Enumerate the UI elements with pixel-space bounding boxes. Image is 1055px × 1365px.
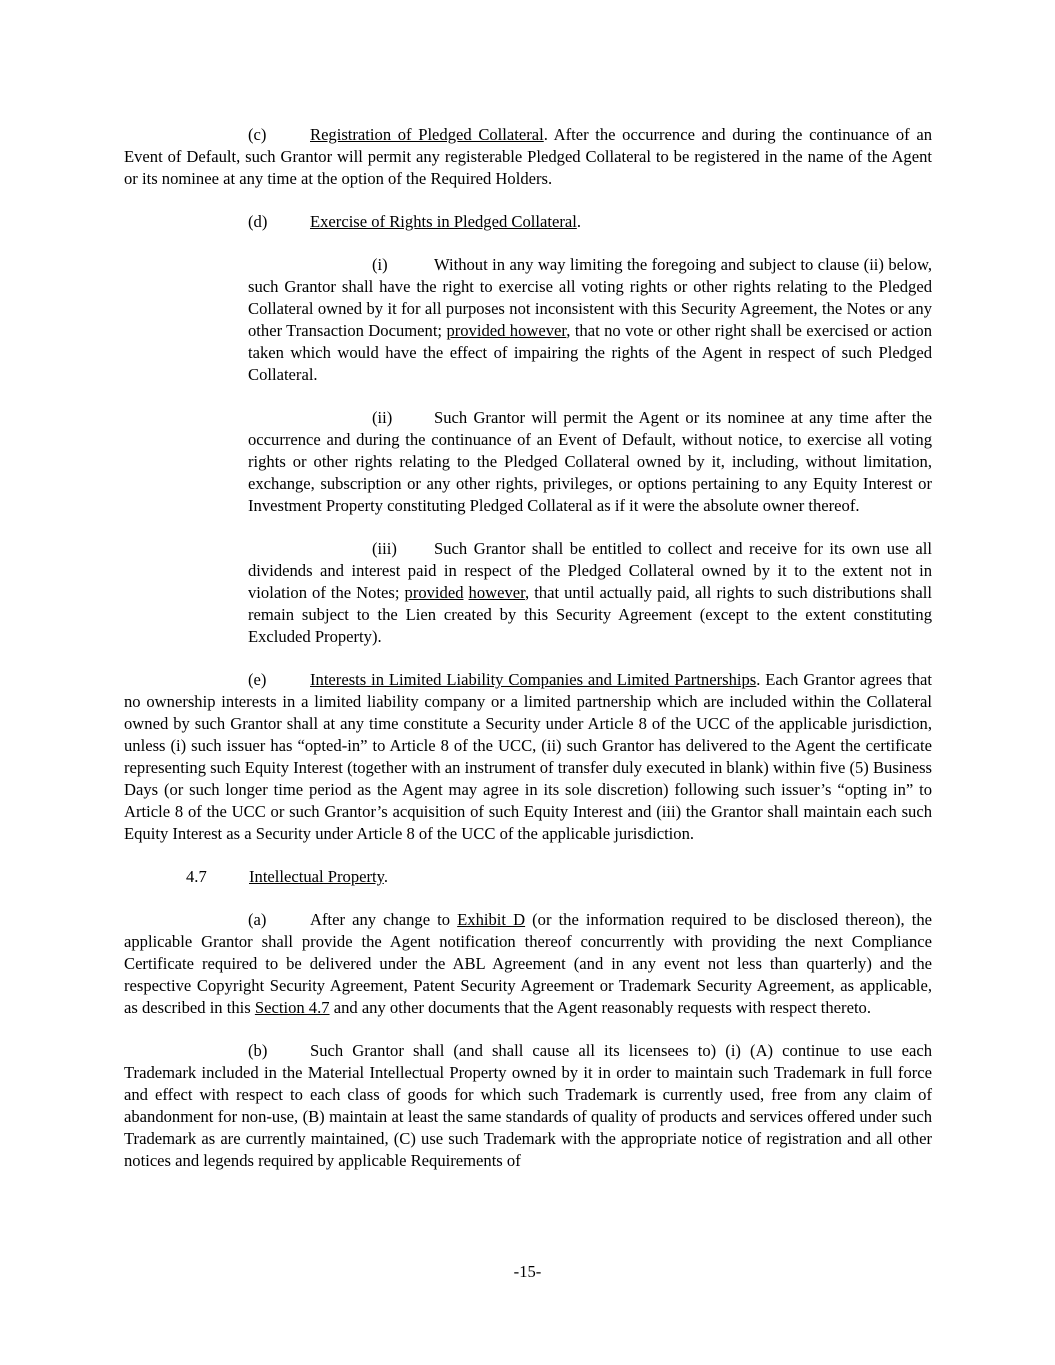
page-number: -15- xyxy=(513,1262,542,1281)
paragraph-d-iii-text-b: , that until actually paid, all rights to such distributions shall remain subject to the Lien created by this Security Agreement (except to the extent constituting Excluded Property). xyxy=(248,583,932,646)
clause-label-d-i: (i) xyxy=(372,255,388,274)
document-page xyxy=(124,124,932,1172)
paragraph-c-text: . After the occurrence and during the continuance of an Event of Default, such Grantor will permit any registerable Pledged Collateral to be registered in the name of the Agent or its nominee at any time at the option of the Required Holders. xyxy=(124,125,932,188)
paragraph-4-7-a-text-c: and any other documents that the Agent reasonably requests with respect thereto. xyxy=(329,998,871,1017)
clause-label-d-ii: (ii) xyxy=(372,408,393,427)
paragraph-d-ii xyxy=(248,407,932,517)
heading-interests-in-llc: Interests in Limited Liability Companies and Limited Partnerships xyxy=(310,670,757,689)
exhibit-d-reference: Exhibit D xyxy=(457,910,526,929)
paragraph-d-iii xyxy=(248,538,932,648)
section-4-7-reference: Section 4.7 xyxy=(254,998,330,1017)
paragraph-4-7-b xyxy=(124,1040,932,1172)
paragraph-c xyxy=(124,124,932,190)
paragraph-d-i xyxy=(248,254,932,386)
paragraph-4-7-a xyxy=(124,909,932,1019)
section-4-7-heading xyxy=(124,866,932,888)
clause-label-4-7-b: (b) xyxy=(248,1041,268,1060)
paragraph-d-i-text-a: Without in any way limiting the foregoing and subject to clause (ii) below, such Grantor shall have the right to exercise all voting rights or other rights relating to the Pledged Collateral owned by it for all purposes not inconsistent with this Security Agreement, the Notes or any other Transaction Document; xyxy=(248,255,932,340)
provided-however-term: provided however xyxy=(446,321,567,340)
clause-label-d-iii: (iii) xyxy=(372,539,397,558)
paragraph-d-iii-text-a: Such Grantor shall be entitled to collect and receive for its own use all dividends and interest paid in respect of the Pledged Collateral owned by it to the extent not in violation of the Notes; xyxy=(248,539,932,602)
paragraph-d-ii-text: Such Grantor will permit the Agent or its nominee at any time after the occurrence and during the continuance of an Event of Default, without notice, to exercise all voting rights or other rights relating to the Pledged Collateral owned by it, including, without limitation, exchange, subscription or any other rights, privileges, or options pertaining to any Equity Interest or Investment Property constituting Pledged Collateral as if it were the absolute owner thereof. xyxy=(248,408,932,515)
provided-term: provided xyxy=(404,583,464,602)
heading-exercise-of-rights: Exercise of Rights in Pledged Collateral xyxy=(310,212,577,231)
paragraph-e-text: . Each Grantor agrees that no ownership interests in a limited liability company or a limited partnership which are included within the Collateral owned by such Grantor shall at any time constitute a Security under Article 8 of the UCC of the applicable jurisdiction, unless (i) such issuer has “opted-in” to Article 8 of the UCC, (ii) such Grantor has delivered to the Agent the certificate representing such Equity Interest (together with an instrument of transfer duly executed in blank) within five (5) Business Days (or such longer time period as the Agent may agree in its sole discretion) following such issuer’s “opting in” to Article 8 of the UCC or such Grantor’s acquisition of such Equity Interest and (iii) the Grantor shall maintain each such Equity Interest as a Security under Article 8 of the UCC of the applicable jurisdiction. xyxy=(124,670,932,843)
paragraph-4-7-a-text-b: (or the information required to be disclosed thereon), the applicable Grantor shall provide the Agent notification thereof concurrently with providing the next Compliance Certificate required to be delivered under the ABL Agreement (and in any event not less than quarterly) and the respective Copyright Security Agreement, Patent Security Agreement or Trademark Security Agreement, as applicable, as described in this xyxy=(124,910,932,1017)
clause-label-c: (c) xyxy=(248,125,267,144)
section-heading-period: . xyxy=(383,867,389,886)
clause-label-4-7-a: (a) xyxy=(248,910,267,929)
paragraph-4-7-a-text-a: After any change to xyxy=(310,910,458,929)
paragraph-4-7-b-text: Such Grantor shall (and shall cause all its licensees to) (i) (A) continue to use each Trademark included in the Material Intellectual Property owned by it in order to maintain such Trademark in full force and effect with respect to each class of goods for which such Trademark is currently used, free from any claim of abandonment for non-use, (B) maintain at least the same standards of quality of products and services offered under such Trademark as are currently maintained, (C) use such Trademark with the appropriate notice of registration and all other notices and legends required by applicable Requirements of xyxy=(124,1041,932,1170)
section-number: 4.7 xyxy=(186,867,207,886)
paragraph-d-period: . xyxy=(576,212,581,231)
heading-registration-of-pledged-collateral: Registration of Pledged Collateral xyxy=(310,125,544,144)
paragraph-d-i-text-b: , that no vote or other right shall be exercised or action taken which would have the effect of impairing the rights of the Agent in respect of such Pledged Collateral. xyxy=(248,321,932,384)
heading-intellectual-property: Intellectual Property xyxy=(249,867,384,886)
clause-label-e: (e) xyxy=(248,670,267,689)
paragraph-e xyxy=(124,669,932,845)
however-term: however xyxy=(468,583,526,602)
paragraph-d xyxy=(124,211,932,233)
clause-label-d: (d) xyxy=(248,212,268,231)
